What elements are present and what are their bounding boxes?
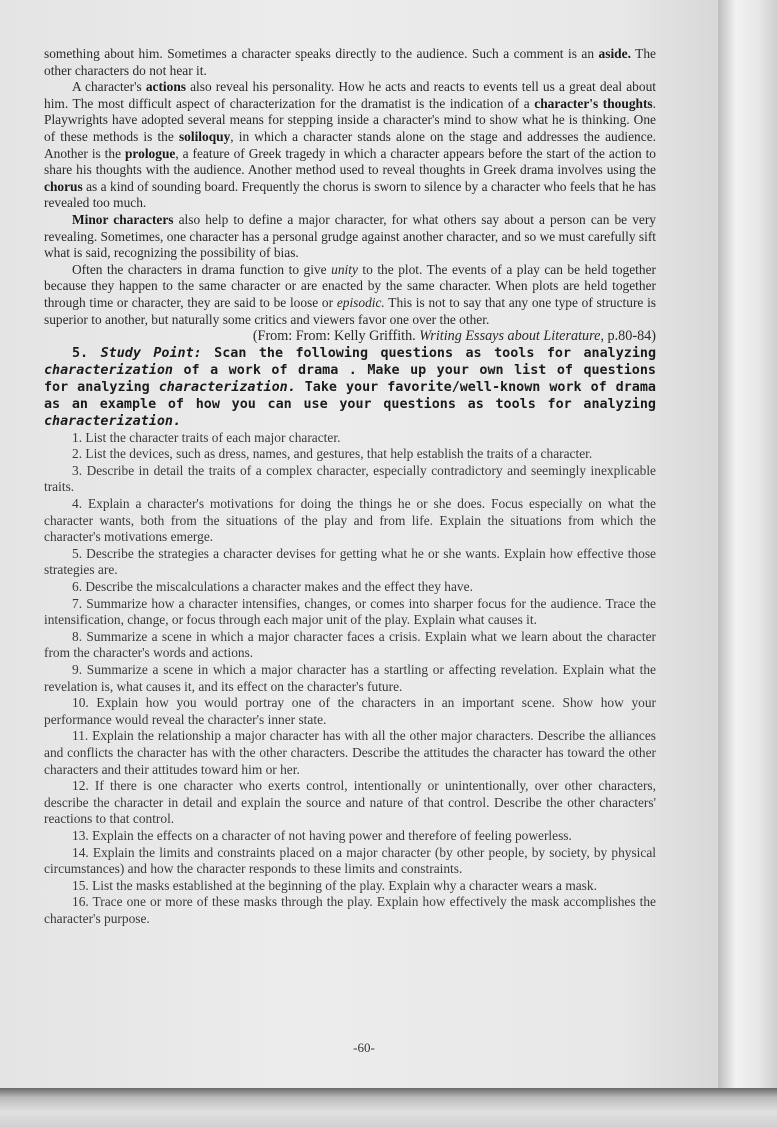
list-item: 10. Explain how you would portray one of the characters in an important scene. Show how your performance would reveal the character's inner state.: [44, 695, 656, 727]
term: characterization.: [44, 413, 182, 429]
term: characterization: [44, 362, 173, 378]
text: A character's: [72, 79, 146, 95]
text: also reveal his personality. How he acts and reacts to events tell us a great deal about him. The most difficult aspect of characterization for the dramatist is the indication of a: [44, 79, 656, 111]
citation-prefix: (From: From: Kelly Griffith.: [252, 328, 420, 345]
text: Scan the following questions as tools for analyzing: [201, 345, 657, 361]
list-item: 12. If there is one character who exerts control, intentionally or unintentionally, over other characters, describe the character in detail and explain the source and nature of that control. Describe the other characters' reactions to that control.: [44, 778, 656, 827]
list-item: 15. List the masks established at the beginning of the play. Explain why a character wears a mask.: [72, 877, 597, 893]
paragraph-minor-characters: [44, 212, 656, 262]
list-item: 6. Describe the miscalculations a character makes and the effect they have.: [72, 579, 473, 595]
list-item: 2. List the devices, such as dress, names, and gestures, that help establish the traits of a character.: [72, 446, 593, 462]
paragraph-actions: [44, 79, 656, 212]
term-prologue: prologue: [124, 145, 176, 161]
page-number: -60-: [353, 1040, 375, 1055]
list-item: 7. Summarize how a character intensifies, changes, or comes into sharper focus for the audience. Trace the intensification, change, or focus through each major unit of the play. Explain what causes it.: [44, 595, 656, 628]
list-item: 4. Explain a character's motivations for doing the things he or she does. Focus especially on what the character wants, both from the situations of the play and from life. Explain the situations from which the character's motivations emerge.: [44, 496, 656, 545]
list-item: 1. List the character traits of each major character.: [72, 429, 341, 445]
text: The other characters do not hear it.: [44, 46, 656, 78]
term: characterization.: [158, 379, 296, 395]
list-item: 11. Explain the relationship a major character has with all the other major characters. Describe the alliances and conflicts the character has with the other characters. Describe the attitudes the character has toward the other characters and their attitudes toward him or her.: [44, 728, 656, 777]
term-aside: aside.: [598, 46, 631, 61]
list-item: 8. Summarize a scene in which a major character faces a crisis. Explain what we learn about the character from the character's words and actions.: [44, 628, 656, 661]
term-episodic: episodic.: [336, 294, 385, 310]
term-unity: unity: [331, 261, 358, 277]
paragraph-aside: [44, 46, 656, 79]
page-content: [44, 46, 656, 928]
book-spine-shadow: [718, 0, 777, 1127]
study-point-heading: [44, 345, 656, 430]
text: . Playwrights have adopted several means for stepping inside a character's mind to show what he is thinking. One of these methods is the: [44, 95, 656, 144]
term-characters-thoughts: character's thoughts: [534, 95, 653, 111]
term-actions: actions: [145, 79, 186, 95]
text: to the plot. The events of a play can be held together because they happen to the same character or are enacted by the same character. When plots are held together through time or character, they are said to be loose or: [44, 261, 657, 310]
text: something about him. Sometimes a character speaks directly to the audience. Such a comment is an: [44, 46, 599, 61]
question-list: [44, 430, 656, 928]
text: also help to define a major character, for what others say about a person can be very revealing. Sometimes, one character has a personal grudge against another character, and so we must carefully sift what is said, recognizing the possibility of bias.: [44, 211, 656, 261]
citation-pages: , p.80-84): [600, 328, 656, 345]
text: of a work of drama . Make up your own list of questions for analyzing: [44, 362, 656, 395]
list-item: 5. Describe the strategies a character devises for getting what he or she wants. Explain how effective those strategies are.: [44, 545, 656, 578]
term-chorus: chorus: [44, 178, 83, 194]
text: as a kind of sounding board. Frequently the chorus is sworn to silence by a character who feels that he has revealed too much.: [44, 178, 656, 211]
list-item: 13. Explain the effects on a character of not having power and therefore of feeling powerless.: [72, 827, 572, 843]
text: , in which a character stands alone on the stage and addresses the audience. Another is the: [44, 128, 656, 161]
study-point-label: Study Point:: [100, 345, 202, 361]
term-minor-characters: Minor characters: [72, 211, 174, 227]
text: Often the characters in drama function to give: [72, 261, 332, 277]
list-item: 14. Explain the limits and constraints placed on a major character (by other people, by society, by physical circumstances) and how the character responds to these limits and constraints.: [44, 844, 656, 877]
paragraph-unity: [44, 262, 656, 328]
text: Take your favorite/well-known work of drama as an example of how you can use your questions as tools for analyzing: [44, 379, 656, 412]
page-bottom-edge: [0, 1088, 777, 1127]
text: , a feature of Greek tragedy in which a character appears before the start of the action to share his thoughts with the audience. Another method used to reveal thoughts in Greek drama involves using the: [44, 145, 656, 178]
term-soliloquy: soliloquy: [178, 128, 231, 144]
study-point-number: 5.: [72, 345, 89, 361]
citation-book-title: Writing Essays about Literature: [419, 328, 601, 345]
text: This is not to say that any one type of structure is superior to another, but naturally some critics and viewers favor one over the other.: [44, 294, 657, 327]
source-citation: [44, 328, 656, 345]
list-item: 9. Summarize a scene in which a major character has a startling or affecting revelation. Explain what the revelation is, what causes it, and its effect on the character's future.: [44, 662, 656, 694]
list-item: 3. Describe in detail the traits of a complex character, especially contradictory and seemingly inexplicable traits.: [44, 462, 656, 495]
list-item: 16. Trace one or more of these masks through the play. Explain how effectively the mask accomplishes the character's purpose.: [44, 894, 656, 926]
